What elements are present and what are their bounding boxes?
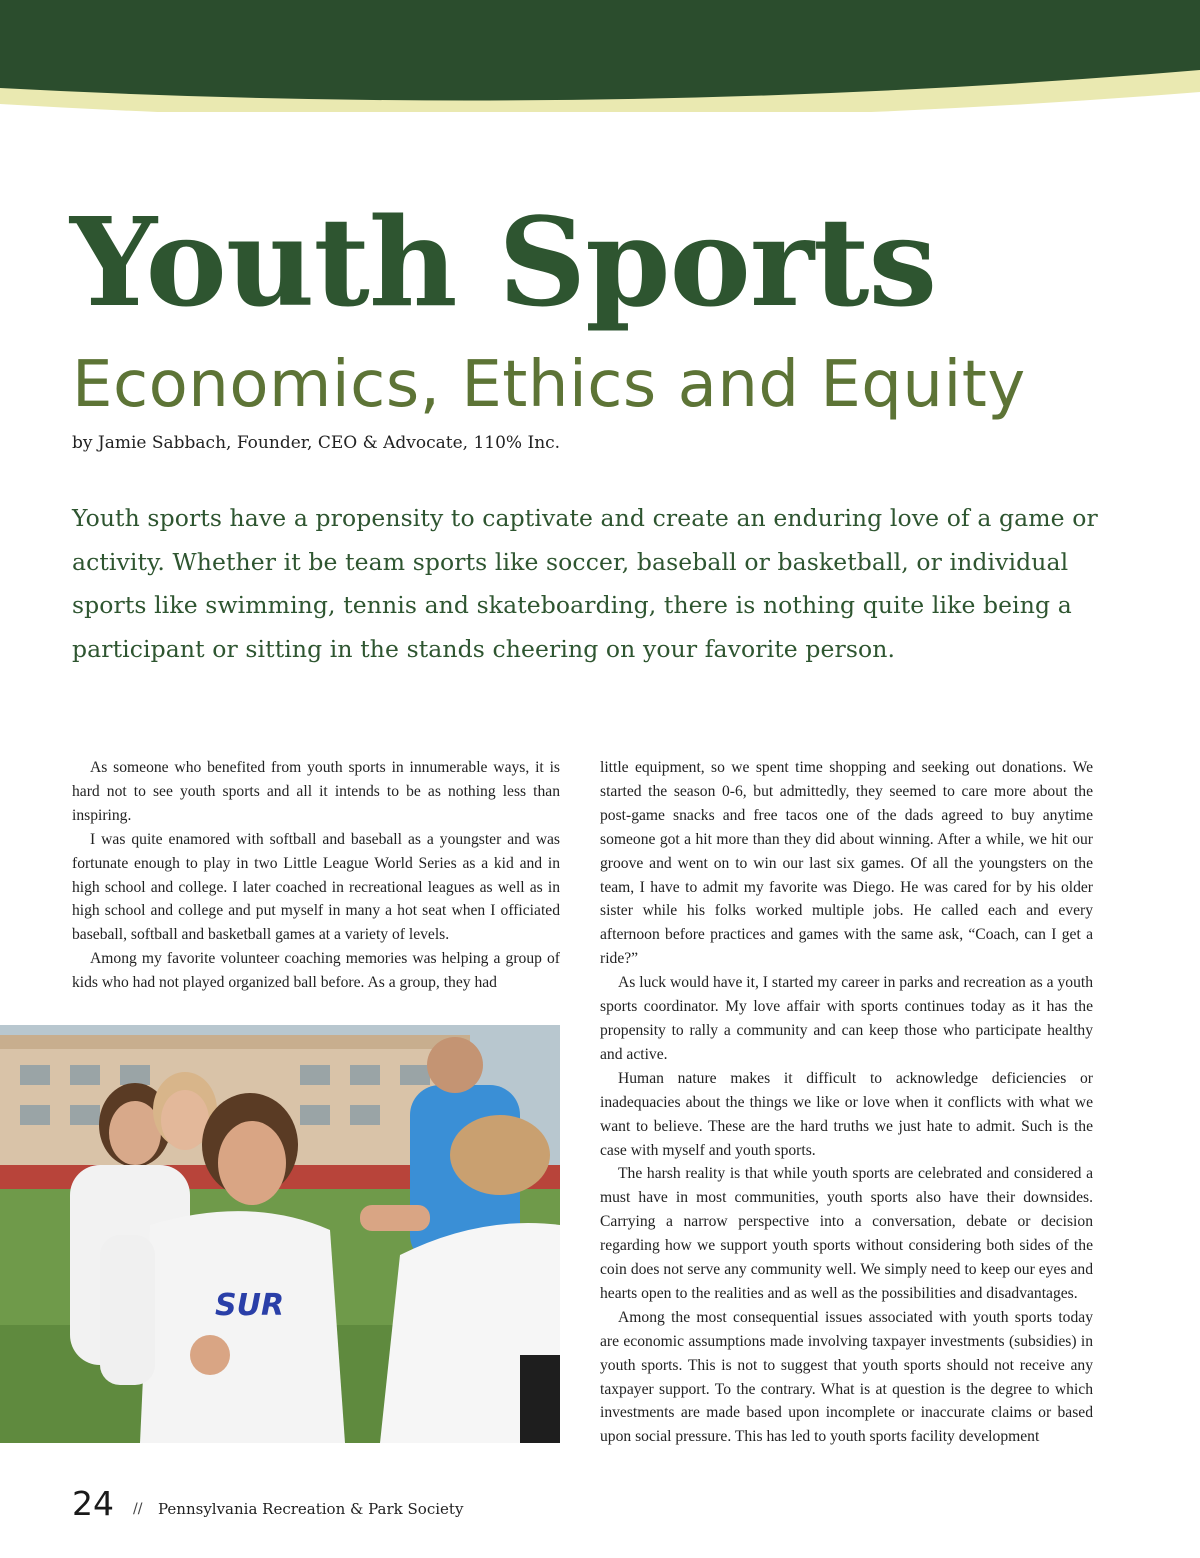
body-paragraph: Among my favorite volunteer coaching memories was helping a group of kids who had not played organized ball before. As a group, they had xyxy=(72,950,560,992)
body-paragraph: The harsh reality is that while youth sports are celebrated and considered a must have in most communities, youth sports also have their downsides. Carrying a narrow perspective into a conversation, debate or decision regarding how we support youth sports without considering both sides of the coin does not serve any community well. We simply need to keep our eyes and hearts open to the realities and as well as the possibilities and disadvantages. xyxy=(600,1165,1093,1302)
page-number: 24 xyxy=(72,1484,114,1523)
body-paragraph: As luck would have it, I started my career in parks and recreation as a youth sports coordinator. My love affair with sports continues today as it has the propensity to rally a community and can keep those who participate healthy and active. xyxy=(600,974,1093,1063)
publication-name: Pennsylvania Recreation & Park Society xyxy=(158,1500,464,1518)
lede-paragraph: Youth sports have a propensity to captivate and create an enduring love of a game or activity. Whether it be team sports like soccer, baseball or basketball, or individual sports like swimming, tennis and skateboarding, there is nothing quite like being a participant or sitting in the stands cheering on your favorite person. xyxy=(72,504,1098,663)
footer-separator: // xyxy=(133,1501,143,1517)
body-paragraph: Among the most consequential issues associated with youth sports today are economic assumptions made involving taxpayer investments (subsidies) in youth sports. This is not to suggest that youth sports should not receive any taxpayer support. To the contrary. What is at question is the degree to which investments are made based upon incomplete or inaccurate claims or based upon social pressure. This has led to youth sports facility development xyxy=(600,1308,1093,1446)
body-paragraph: Human nature makes it difficult to acknowledge deficiencies or inadequacies about the things we like or love when it conflicts with what we want to believe. These are the hard truths we just hate to admit. Such is the case with myself and youth sports. xyxy=(600,1069,1093,1159)
article-photo xyxy=(0,1025,560,1443)
body-paragraph: little equipment, so we spent time shopping and seeking out donations. We started the season 0-6, but admittedly, they seemed to care more about the post-game snacks and free tacos one of the dads agreed to buy anytime someone got a hit more than they did about winning. After a while, we hit our groove and went on to win our last six games. Of all the youngsters on the team, I have to admit my favorite was Diego. He was cared for by his older sister while his folks worked multiple jobs. He called each and every afternoon before practices and games with the same ask, “Coach, can I get a ride?” xyxy=(600,759,1093,968)
top-banner xyxy=(0,0,1200,112)
jersey-text: SUR xyxy=(215,1288,285,1323)
body-column-left xyxy=(72,756,560,995)
body-column-right xyxy=(600,756,1093,1449)
article-title: Youth Sports xyxy=(70,190,937,334)
byline: by Jamie Sabbach, Founder, CEO & Advocate, 110% Inc. xyxy=(72,433,561,453)
body-paragraph: As someone who benefited from youth sports in innumerable ways, it is hard not to see youth sports and all it intends to be as nothing less than inspiring. xyxy=(72,759,560,824)
body-paragraph: I was quite enamored with softball and baseball as a youngster and was fortunate enough to play in two Little League World Series as a kid and in high school and college. I later coached in recreational leagues as well as in high school and college and put myself in many a hot seat when I officiated baseball, softball and basketball games at a variety of levels. xyxy=(72,830,560,944)
article-subtitle: Economics, Ethics and Equity xyxy=(72,348,1026,422)
